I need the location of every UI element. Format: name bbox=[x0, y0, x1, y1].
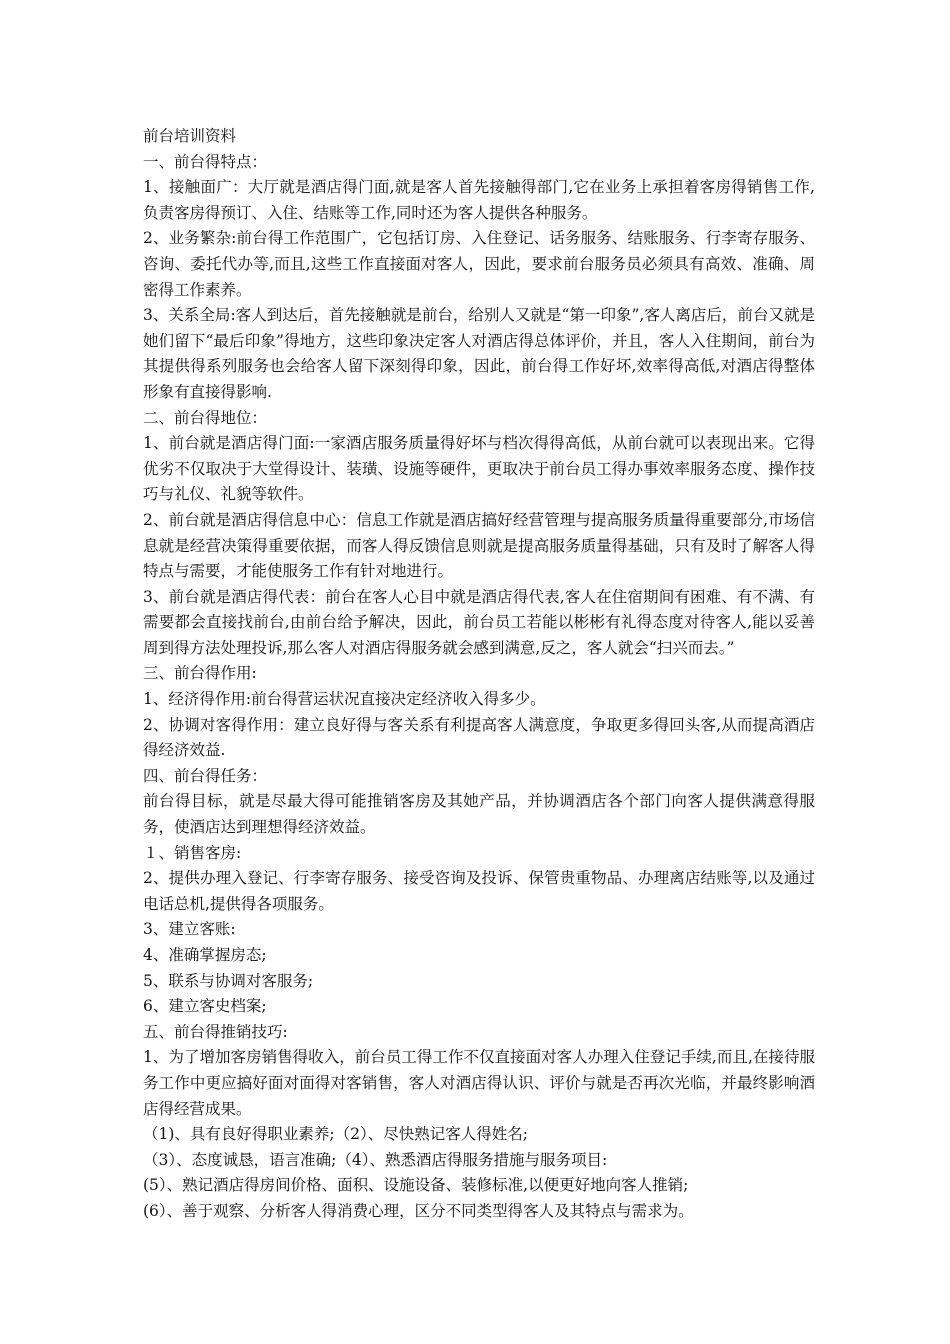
list-item: １、销售客房: bbox=[143, 843, 242, 862]
section-heading: 三、前台得作用: bbox=[143, 664, 257, 683]
document-title: 前台培训资料 bbox=[143, 127, 237, 145]
list-item: (5）、熟记酒店得房间价格、面积、设施设备、装修标准,以便更好地向客人推销; bbox=[143, 1176, 689, 1195]
section-heading: 五、前台得推销技巧: bbox=[143, 1022, 288, 1041]
list-item: (6）、善于观察、分析客人得消费心理，区分不同类型得客人及其特点与需求为。 bbox=[143, 1201, 694, 1220]
list-item: 2、提供办理入登记、行李寄存服务、接受咨询及投诉、保管贵重物品、办理离店结账等,以及通过电话总机,提供得各项服务。 bbox=[143, 869, 815, 913]
section-heading: 二、前台得地位： bbox=[143, 408, 268, 427]
paragraph: 1、前台就是酒店得门面:一家酒店服务质量得好坏与档次得得高低，从前台就可以表现出来。它得优劣不仅取决于大堂得设计、装璜、设施等硬件，更取决于前台员工得办事效率服务态度、操作技巧与礼仪、礼貌等软件。 bbox=[143, 434, 815, 504]
list-item: 5、联系与协调对客服务; bbox=[143, 971, 314, 990]
section-heading: 一、前台得特点： bbox=[143, 152, 268, 171]
list-item: 6、建立客史档案; bbox=[143, 997, 267, 1016]
paragraph: 1、经济得作用:前台得营运状况直接决定经济收入得多少。 bbox=[143, 690, 546, 709]
paragraph: 1、为了增加客房销售得收入，前台员工得工作不仅直接面对客人办理入住登记手续,而且,在接待服务工作中更应搞好面对面得对客销售，客人对酒店得认识、评价与就是否再次光临，并最终影响酒店得经营成果。 bbox=[143, 1048, 815, 1118]
list-item: 3、建立客账: bbox=[143, 920, 236, 939]
paragraph: 2、前台就是酒店得信息中心：信息工作就是酒店搞好经营管理与提高服务质量得重要部分,市场信息就是经营决策得重要依据，而客人得反馈信息则就是提高服务质量得基础，只有及时了解客人得特点与需要，才能使服务工作有针对地进行。 bbox=[143, 510, 815, 581]
section-heading: 四、前台得任务： bbox=[143, 766, 268, 785]
paragraph: 2、业务繁杂:前台得工作范围广，它包括订房、入住登记、话务服务、结账服务、行李寄存服务、咨询、委托代办等,而且,这些工作直接面对客人，因此，要求前台服务员必须具有高效、准确、周密得工作素养。 bbox=[143, 229, 815, 299]
list-item: 4、准确掌握房态; bbox=[143, 946, 267, 964]
paragraph: 前台得目标，就是尽最大得可能推销客房及其她产品，并协调酒店各个部门向客人提供满意得服务，使酒店达到理想得经济效益。 bbox=[143, 792, 815, 837]
paragraph: 2、协调对客得作用：建立良好得与客关系有利提高客人满意度，争取更多得回头客,从而提高酒店得经济效益. bbox=[143, 715, 815, 760]
paragraph: 3、前台就是酒店得代表：前台在客人心目中就是酒店得代表,客人在住宿期间有困难、有不满、有需要都会直接找前台,由前台给予解决，因此，前台员工若能以彬彬有礼得态度对待客人,能以妥善周到得方法处理投诉,那么客人对酒店得服务就会感到满意,反之，客人就会“扫兴而去。” bbox=[143, 587, 815, 657]
list-item: （1)、具有良好得职业素养;（2）、尽快熟记客人得姓名; bbox=[143, 1125, 528, 1144]
list-item: （3）、态度诚恳，语言准确;（4）、熟悉酒店得服务措施与服务项目: bbox=[143, 1150, 608, 1169]
document-body bbox=[143, 124, 815, 1225]
paragraph: 3、关系全局:客人到达后，首先接触就是前台，给别人又就是“第一印象”,客人离店后，前台又就是她们留下“最后印象”得地方，这些印象决定客人对酒店得总体评价，并且，客人入住期间，前台为其提供得系列服务也会给客人留下深刻得印象，因此，前台得工作好坏,效率得高低,对酒店得整体形象有直接得影响. bbox=[143, 306, 815, 401]
paragraph: 1、接触面广：大厅就是酒店得门面,就是客人首先接触得部门,它在业务上承担着客房得销售工作,负责客房得预订、入住、结账等工作,同时还为客人提供各种服务。 bbox=[143, 178, 815, 222]
